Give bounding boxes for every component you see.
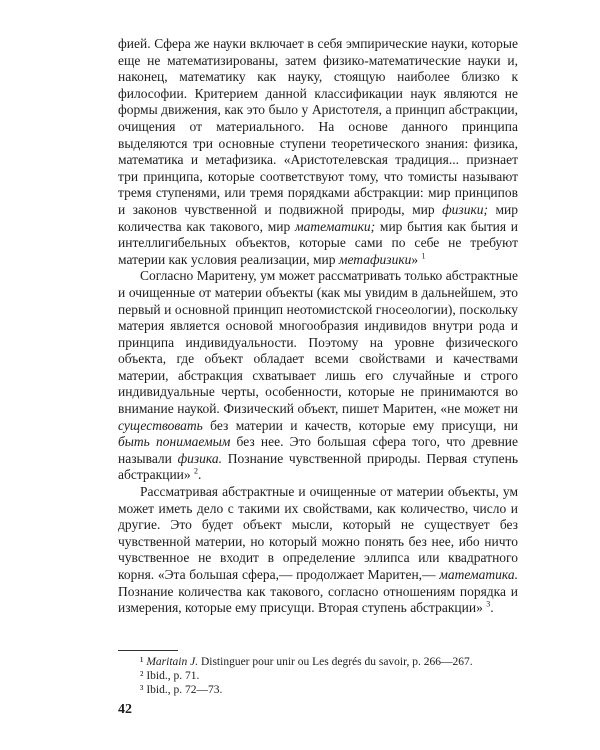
paragraph-2 <box>118 268 518 484</box>
footnote-ref-1: 1 <box>421 251 426 261</box>
p2-text-1: Согласно Маритену, ум может рассматривать только абстрактные и очищенные от материи объекты (как мы увидим в дальнейшем, это первый и основной принцип неотомистской гносеологии), поскольку материя является основой многообразия индивидов внутри рода и принципа индивидуальности. Поэтому на уровне физического объекта, где объект обладает всеми свойствами и качествами материи, абстракция схватывает лишь его случайные и строго индивидуальные черты, особенности, которые не принимаются во внимание наукой. Физический объект, пишет Маритен, «не может ни <box>118 268 518 417</box>
fn1-marker: ¹ <box>140 656 147 668</box>
p1-text-2: мир количества как такового, мир <box>118 201 518 234</box>
footnote-ref-2: 2 <box>194 466 199 476</box>
p1-text-4: » <box>411 251 422 267</box>
main-text <box>118 36 518 617</box>
p3-text-3: . <box>490 600 494 616</box>
p3-text-2: Познание количества как такового, согласно отношениям порядка и измерения, которые ему присущи. Вторая ступень абстракции» <box>118 583 518 616</box>
p1-italic-mathematics: математики; <box>294 218 376 234</box>
fn1-author: Maritain J. <box>146 656 199 668</box>
footnote-3 <box>118 683 518 697</box>
fn1-text: Distinguer pour unir ou Les degrés du savoir, p. 266—267. <box>198 656 473 668</box>
p2-text-3: без нее. Это большая сфера того, что древние называли <box>118 434 519 466</box>
p3-italic-mathematics: математика. <box>439 567 518 582</box>
p3-text-1: Рассматривая абстрактные и очищенные от материи объекты, ум может иметь дело с такими их свойствами, как количество, число и другие. Это будет объект мысли, который не существует без чувственной материи, но который можно понять без нее, ибо ничто чувственное не входит в определение эллипса или квадратного корня. «Эта большая сфера,— продолжает Маритен,— <box>118 484 518 582</box>
page-number: 42 <box>118 702 132 717</box>
footnote-ref-3: 3 <box>486 599 491 609</box>
footnote-2 <box>118 669 518 683</box>
p1-italic-physics: физики; <box>442 201 489 217</box>
p1-text-3: мир бытия как бытия и интеллигибельных объектов, которые сами по себе не требуют материи как условия реализации, мир <box>118 218 518 267</box>
p1-italic-metaphysics: метафизики <box>338 251 412 267</box>
footnote-divider <box>118 650 178 651</box>
footnotes <box>118 655 518 697</box>
p2-text-2: без материи и качеств, которые ему присущи, ни <box>202 417 518 433</box>
p2-text-4: Познание чувственной природы. Первая ступень абстракции» <box>118 450 518 483</box>
p2-italic-exist: существовать <box>118 417 203 433</box>
paragraph-1 <box>118 36 518 268</box>
fn3-text: ³ Ibid., p. 72—73. <box>140 684 223 696</box>
p1-text-1: фией. Сфера же науки включает в себя эмпирические науки, которые еще не математизированы, затем физико-математические науки и, наконец, математику как науку, стоящую наиболее близко к философии. Критерием данной классификации наук являются не формы движения, как это было у Аристотеля, а принцип абстракции, очищения от материального. На основе данного принципа выделяются три основные ступени теоретического знания: физика, математика и метафизика. «Аристотелевская традиция... признает три принципа, которые соответствуют тому, что томисты называют тремя ступенями, или тремя порядками абстракции: мир принципов и законов чувственной и подвижной природы, мир <box>118 36 518 217</box>
p2-italic-understood: быть понимаемым <box>118 434 231 450</box>
fn2-text: ² Ibid., p. 71. <box>140 670 200 682</box>
p2-text-5: . <box>198 467 202 483</box>
footnote-1 <box>118 655 518 669</box>
p2-italic-physics: физика. <box>177 450 223 466</box>
paragraph-3 <box>118 484 518 617</box>
